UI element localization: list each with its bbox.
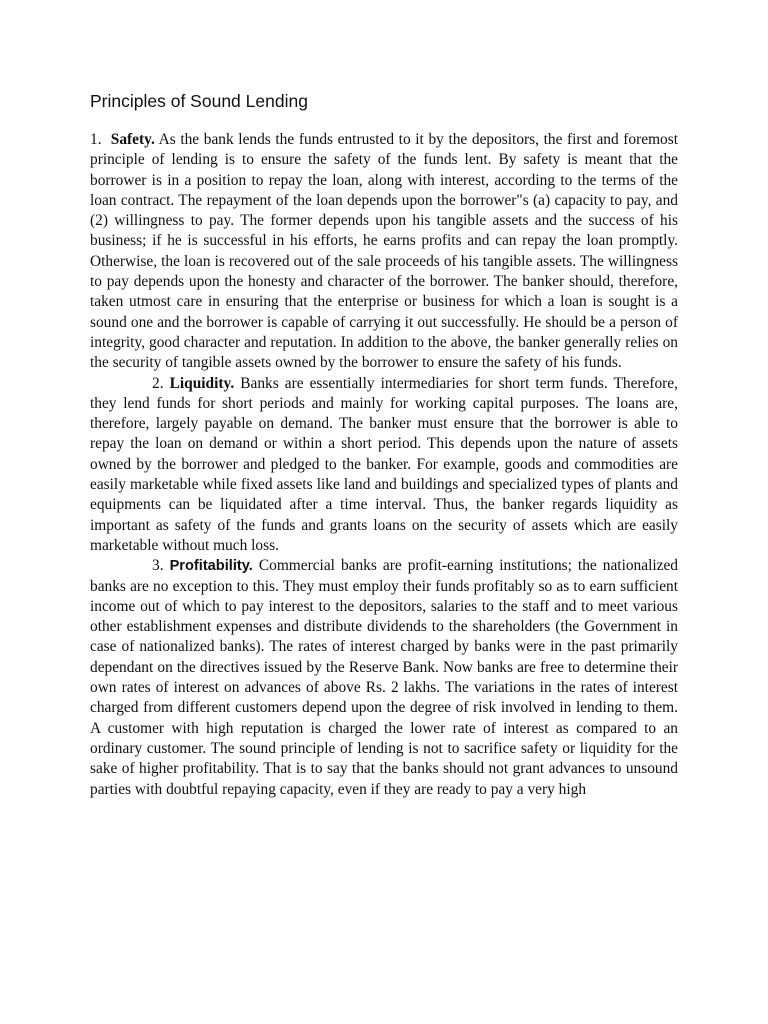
section-text-safety: As the bank lends the funds entrusted to it by the depositors, the first and foremost principle of lending is to ensure the safety of the funds lent. By safety is meant that the borrower is in a position to repay the loan, along with interest, according to the terms of the loan contract. The repayment of the loan depends upon the borrower"s (a) capacity to pay, and (2) willingness to pay. The former depends upon his tangible assets and the success of his business; if he is successful in his efforts, he earns profits and can repay the loan promptly. Otherwise, the loan is recovered out of the sale proceeds of his tangible assets. The willingness to pay depends upon the honesty and character of the borrower. The banker should, therefore, taken utmost care in ensuring that the enterprise or business for which a loan is sought is a sound one and the borrower is capable of carrying it out successfully. He should be a person of integrity, good character and reputation. In addition to the above, the banker generally relies on the security of tangible assets owned by the borrower to ensure the safety of his funds.	[90, 131, 678, 372]
document-body	[90, 130, 678, 800]
section-profitability	[90, 556, 678, 800]
section-safety	[90, 130, 678, 374]
section-number: 1.	[90, 131, 102, 148]
section-heading-liquidity: Liquidity.	[169, 374, 235, 392]
section-liquidity	[90, 374, 678, 557]
section-heading-profitability: Profitability.	[169, 558, 253, 575]
section-number: 2.	[152, 374, 164, 392]
page-title: Principles of Sound Lending	[90, 91, 308, 111]
section-text-profitability: Commercial banks are profit-earning institutions; the nationalized banks are no exception to this. They must employ their funds profitably so as to earn sufficient income out of which to pay interest to the depositors, salaries to the staff and to meet various other establishment expenses and distribute dividends to the shareholders (the Government in case of nationalized banks). The rates of interest charged by banks were in the past primarily dependant on the directives issued by the Reserve Bank. Now banks are free to determine their own rates of interest on advances of above Rs. 2 lakhs. The variations in the rates of interest charged from different customers depend upon the degree of risk involved in lending to them. A customer with high reputation is charged the lower rate of interest as compared to an ordinary customer. The sound principle of lending is not to sacrifice safety or liquidity for the sake of higher profitability. That is to say that the banks should not grant advances to unsound parties with doubtful repaying capacity, even if they are ready to pay a very high	[90, 557, 678, 798]
section-number: 3.	[152, 557, 164, 575]
section-text-liquidity: Banks are essentially intermediaries for short term funds. Therefore, they lend funds for short periods and mainly for working capital purposes. The loans are, therefore, largely payable on demand. The banker must ensure that the borrower is able to repay the loan on demand or within a short period. This depends upon the nature of assets owned by the borrower and pledged to the banker. For example, goods and commodities are easily marketable while fixed assets like land and buildings and specialized types of plants and equipments can be liquidated after a time interval. Thus, the banker regards liquidity as important as safety of the funds and grants loans on the security of assets which are easily marketable without much loss.	[90, 374, 678, 554]
section-heading-safety: Safety.	[110, 131, 155, 148]
